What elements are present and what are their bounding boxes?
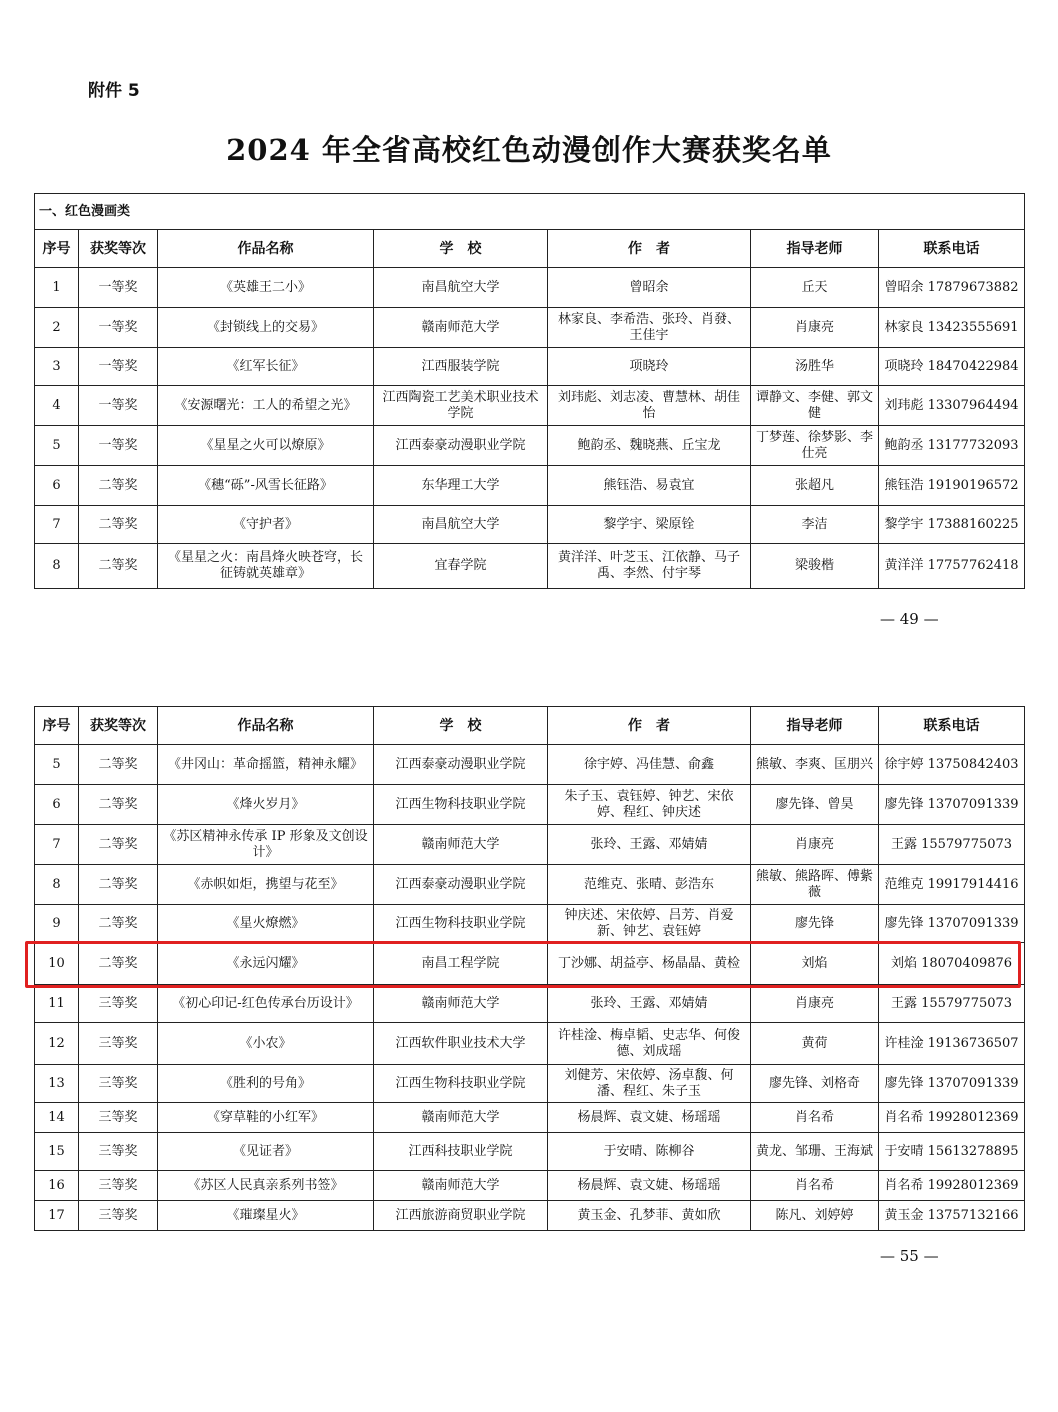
cell-phone: 王露 15579775073: [879, 985, 1025, 1023]
cell-work: 《井冈山：革命摇篮，精神永耀》: [158, 745, 374, 785]
cell-phone: 项晓玲 18470422984: [879, 348, 1025, 386]
cell-school: 江西服装学院: [374, 348, 548, 386]
cell-work: 《穗“砾”-风雪长征路》: [158, 466, 374, 506]
cell-level: 三等奖: [79, 1023, 158, 1065]
header-phone: 联系电话: [879, 707, 1025, 745]
cell-advisor: 熊敏、熊路晖、傅紫薇: [751, 865, 879, 905]
header-advisor: 指导老师: [751, 230, 879, 268]
cell-no: 9: [35, 905, 79, 943]
cell-authors: 丁沙娜、胡益亭、杨晶晶、黄检: [548, 943, 751, 985]
table-row: [35, 348, 1025, 386]
cell-school: 赣南师范大学: [374, 1103, 548, 1133]
table-row: [35, 506, 1025, 544]
cell-level: 二等奖: [79, 865, 158, 905]
cell-advisor: 汤胜华: [751, 348, 879, 386]
header-level: 获奖等次: [79, 707, 158, 745]
cell-no: 15: [35, 1133, 79, 1171]
cell-advisor: 黄龙、邹珊、王海斌: [751, 1133, 879, 1171]
cell-authors: 黄洋洋、叶芝玉、江依静、马子禹、李然、付宇琴: [548, 544, 751, 589]
cell-no: 16: [35, 1171, 79, 1201]
table-row: [35, 1023, 1025, 1065]
cell-phone: 黄洋洋 17757762418: [879, 544, 1025, 589]
cell-school: 南昌工程学院: [374, 943, 548, 985]
table-row: [35, 1133, 1025, 1171]
cell-level: 一等奖: [79, 386, 158, 426]
highlight-box: [25, 941, 1021, 988]
page-number: — 49 —: [880, 610, 939, 628]
cell-advisor: 肖康亮: [751, 308, 879, 348]
cell-advisor: 廖先锋、刘格奇: [751, 1065, 879, 1103]
cell-school: 江西科技职业学院: [374, 1133, 548, 1171]
table-row: [35, 1201, 1025, 1231]
attachment-label: 附件 5: [88, 81, 140, 101]
cell-advisor: 廖先锋: [751, 905, 879, 943]
cell-phone: 熊钰浩 19190196572: [879, 466, 1025, 506]
cell-school: 江西生物科技职业学院: [374, 905, 548, 943]
cell-school: 南昌航空大学: [374, 506, 548, 544]
cell-work: 《红军长征》: [158, 348, 374, 386]
cell-work: 《封锁线上的交易》: [158, 308, 374, 348]
cell-work: 《安源曙光：工人的希望之光》: [158, 386, 374, 426]
table-row: [35, 865, 1025, 905]
cell-authors: 范维克、张晴、彭浩东: [548, 865, 751, 905]
cell-school: 江西生物科技职业学院: [374, 785, 548, 825]
cell-authors: 鲍韵丞、魏晓燕、丘宝龙: [548, 426, 751, 466]
cell-phone: 廖先锋 13707091339: [879, 785, 1025, 825]
cell-work: 《小农》: [158, 1023, 374, 1065]
cell-authors: 钟庆述、宋依婷、吕芳、肖爱新、钟艺、袁钰婷: [548, 905, 751, 943]
cell-no: 8: [35, 865, 79, 905]
cell-no: 17: [35, 1201, 79, 1231]
cell-advisor: 肖康亮: [751, 985, 879, 1023]
cell-phone: 刘焰 18070409876: [879, 943, 1025, 985]
cell-authors: 杨晨辉、袁文婕、杨瑶瑶: [548, 1103, 751, 1133]
cell-work: 《星星之火：南昌烽火映苍穹，长征铸就英雄章》: [158, 544, 374, 589]
cell-level: 二等奖: [79, 544, 158, 589]
cell-advisor: 丘天: [751, 268, 879, 308]
cell-work: 《苏区人民真亲系列书签》: [158, 1171, 374, 1201]
cell-level: 二等奖: [79, 466, 158, 506]
cell-work: 《英雄王二小》: [158, 268, 374, 308]
cell-authors: 于安晴、陈柳谷: [548, 1133, 751, 1171]
cell-level: 二等奖: [79, 745, 158, 785]
cell-no: 7: [35, 825, 79, 865]
page-number: — 55 —: [880, 1247, 939, 1265]
cell-level: 二等奖: [79, 943, 158, 985]
cell-advisor: 张超凡: [751, 466, 879, 506]
cell-authors: 张玲、王露、邓婧婧: [548, 985, 751, 1023]
cell-phone: 范维克 19917914416: [879, 865, 1025, 905]
table-row: [35, 544, 1025, 589]
cell-work: 《胜利的号角》: [158, 1065, 374, 1103]
header-work: 作品名称: [158, 707, 374, 745]
cell-no: 6: [35, 466, 79, 506]
cell-authors: 林家良、李希浩、张玲、肖發、王佳宇: [548, 308, 751, 348]
header-no: 序号: [35, 230, 79, 268]
cell-phone: 黎学宇 17388160225: [879, 506, 1025, 544]
cell-school: 赣南师范大学: [374, 308, 548, 348]
cell-level: 三等奖: [79, 985, 158, 1023]
cell-school: 江西泰豪动漫职业学院: [374, 426, 548, 466]
cell-phone: 鲍韵丞 13177732093: [879, 426, 1025, 466]
cell-school: 赣南师范大学: [374, 825, 548, 865]
cell-level: 二等奖: [79, 785, 158, 825]
cell-phone: 廖先锋 13707091339: [879, 1065, 1025, 1103]
cell-work: 《星火燎燃》: [158, 905, 374, 943]
table-row: [35, 466, 1025, 506]
header-no: 序号: [35, 707, 79, 745]
cell-no: 14: [35, 1103, 79, 1133]
header-advisor: 指导老师: [751, 707, 879, 745]
cell-authors: 张玲、王露、邓婧婧: [548, 825, 751, 865]
section-heading: 一、红色漫画类: [35, 194, 1025, 230]
cell-advisor: 陈凡、刘婷婷: [751, 1201, 879, 1231]
cell-school: 江西泰豪动漫职业学院: [374, 865, 548, 905]
cell-no: 8: [35, 544, 79, 589]
cell-phone: 刘玮彪 13307964494: [879, 386, 1025, 426]
cell-phone: 肖名希 19928012369: [879, 1171, 1025, 1201]
table-row: [35, 386, 1025, 426]
table-row: [35, 985, 1025, 1023]
cell-work: 《穿草鞋的小红军》: [158, 1103, 374, 1133]
cell-school: 南昌航空大学: [374, 268, 548, 308]
cell-advisor: 肖名希: [751, 1103, 879, 1133]
cell-school: 江西泰豪动漫职业学院: [374, 745, 548, 785]
document-title: 2024 年全省高校红色动漫创作大赛获奖名单: [226, 133, 832, 167]
header-phone: 联系电话: [879, 230, 1025, 268]
cell-no: 6: [35, 785, 79, 825]
cell-work: 《赤帜如炬，携望与花至》: [158, 865, 374, 905]
cell-level: 三等奖: [79, 1133, 158, 1171]
cell-no: 1: [35, 268, 79, 308]
cell-no: 7: [35, 506, 79, 544]
table-row: [35, 825, 1025, 865]
cell-phone: 廖先锋 13707091339: [879, 905, 1025, 943]
cell-no: 4: [35, 386, 79, 426]
cell-work: 《永远闪耀》: [158, 943, 374, 985]
header-school: 学 校: [374, 230, 548, 268]
cell-level: 三等奖: [79, 1065, 158, 1103]
cell-advisor: 梁骏楷: [751, 544, 879, 589]
cell-level: 三等奖: [79, 1201, 158, 1231]
cell-advisor: 黄荷: [751, 1023, 879, 1065]
cell-no: 2: [35, 308, 79, 348]
cell-advisor: 谭静文、李健、郭文健: [751, 386, 879, 426]
header-authors: 作 者: [548, 230, 751, 268]
cell-advisor: 丁梦莲、徐梦影、李仕亮: [751, 426, 879, 466]
cell-authors: 黄玉金、孔梦菲、黄如欣: [548, 1201, 751, 1231]
cell-no: 13: [35, 1065, 79, 1103]
cell-level: 一等奖: [79, 268, 158, 308]
cell-phone: 黄玉金 13757132166: [879, 1201, 1025, 1231]
cell-no: 10: [35, 943, 79, 985]
cell-no: 5: [35, 426, 79, 466]
cell-authors: 徐宇婷、冯佳慧、俞鑫: [548, 745, 751, 785]
cell-no: 3: [35, 348, 79, 386]
cell-advisor: 廖先锋、曾昊: [751, 785, 879, 825]
cell-school: 江西陶瓷工艺美术职业技术学院: [374, 386, 548, 426]
cell-advisor: 肖名希: [751, 1171, 879, 1201]
cell-phone: 许桂淦 19136736507: [879, 1023, 1025, 1065]
cell-phone: 曾昭余 17879673882: [879, 268, 1025, 308]
cell-no: 12: [35, 1023, 79, 1065]
cell-school: 江西旅游商贸职业学院: [374, 1201, 548, 1231]
cell-school: 宜春学院: [374, 544, 548, 589]
cell-authors: 曾昭余: [548, 268, 751, 308]
cell-work: 《烽火岁月》: [158, 785, 374, 825]
cell-school: 江西生物科技职业学院: [374, 1065, 548, 1103]
cell-level: 二等奖: [79, 905, 158, 943]
table-header-row: [35, 707, 1025, 745]
cell-level: 二等奖: [79, 506, 158, 544]
cell-work: 《星星之火可以燎原》: [158, 426, 374, 466]
cell-level: 三等奖: [79, 1103, 158, 1133]
table-row: [35, 1103, 1025, 1133]
cell-work: 《苏区精神永传承 IP 形象及文创设计》: [158, 825, 374, 865]
cell-no: 5: [35, 745, 79, 785]
cell-work: 《璀璨星火》: [158, 1201, 374, 1231]
cell-work: 《初心印记-红色传承台历设计》: [158, 985, 374, 1023]
header-school: 学 校: [374, 707, 548, 745]
cell-school: 江西软件职业技术大学: [374, 1023, 548, 1065]
cell-authors: 黎学宇、梁原铨: [548, 506, 751, 544]
table-row: [35, 308, 1025, 348]
cell-phone: 肖名希 19928012369: [879, 1103, 1025, 1133]
table-row: [35, 785, 1025, 825]
cell-advisor: 刘焰: [751, 943, 879, 985]
header-work: 作品名称: [158, 230, 374, 268]
cell-authors: 朱子玉、袁钰婷、钟艺、宋依婷、程红、钟庆述: [548, 785, 751, 825]
cell-advisor: 肖康亮: [751, 825, 879, 865]
cell-level: 一等奖: [79, 308, 158, 348]
cell-authors: 熊钰浩、易袁宜: [548, 466, 751, 506]
cell-level: 三等奖: [79, 1171, 158, 1201]
cell-authors: 刘健芳、宋依婷、汤卓馥、何潘、程红、朱子玉: [548, 1065, 751, 1103]
table-row: [35, 1065, 1025, 1103]
table-row: [35, 426, 1025, 466]
cell-authors: 许桂淦、梅卓韬、史志华、何俊德、刘成瑶: [548, 1023, 751, 1065]
cell-level: 一等奖: [79, 348, 158, 386]
cell-phone: 林家良 13423555691: [879, 308, 1025, 348]
table-row: [35, 905, 1025, 943]
cell-authors: 刘玮彪、刘志凌、曹慧林、胡佳怡: [548, 386, 751, 426]
cell-phone: 于安晴 15613278895: [879, 1133, 1025, 1171]
cell-phone: 徐宇婷 13750842403: [879, 745, 1025, 785]
table-header-row: [35, 230, 1025, 268]
cell-authors: 项晓玲: [548, 348, 751, 386]
table-row: [35, 745, 1025, 785]
awards-table-1: [34, 193, 1025, 589]
cell-advisor: 李洁: [751, 506, 879, 544]
cell-school: 赣南师范大学: [374, 985, 548, 1023]
cell-authors: 杨晨辉、袁文婕、杨瑶瑶: [548, 1171, 751, 1201]
cell-work: 《见证者》: [158, 1133, 374, 1171]
cell-level: 一等奖: [79, 426, 158, 466]
cell-advisor: 熊敏、李爽、匡朋兴: [751, 745, 879, 785]
header-level: 获奖等次: [79, 230, 158, 268]
cell-work: 《守护者》: [158, 506, 374, 544]
cell-no: 11: [35, 985, 79, 1023]
header-authors: 作 者: [548, 707, 751, 745]
table-row: [35, 1171, 1025, 1201]
table-row: [35, 268, 1025, 308]
cell-phone: 王露 15579775073: [879, 825, 1025, 865]
cell-school: 赣南师范大学: [374, 1171, 548, 1201]
cell-school: 东华理工大学: [374, 466, 548, 506]
cell-level: 二等奖: [79, 825, 158, 865]
